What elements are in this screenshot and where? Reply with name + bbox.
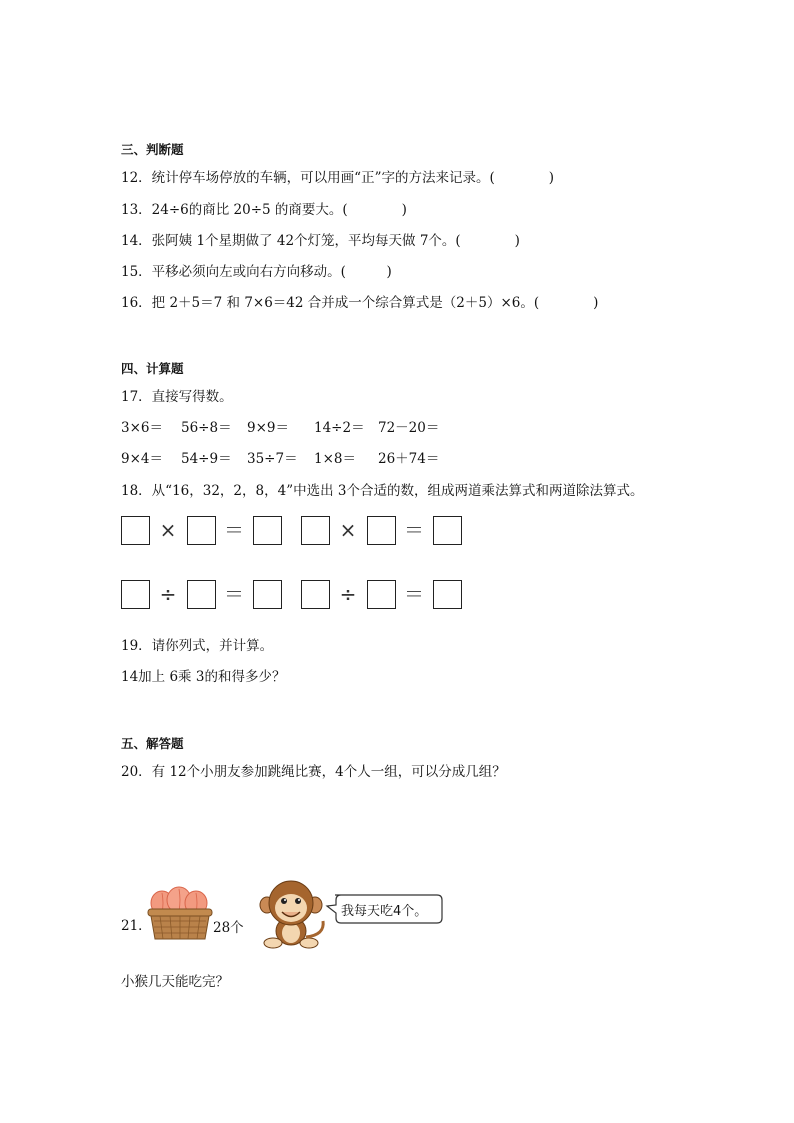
question-15: 15．平移必须向左或向右方向移动。( ) bbox=[121, 264, 392, 280]
calc-item: 56÷8＝ bbox=[181, 420, 232, 436]
divide-sign: ÷ bbox=[339, 582, 357, 606]
calc-item: 9×9＝ bbox=[247, 420, 289, 436]
equals-sign: ＝ bbox=[224, 582, 244, 606]
answer-box[interactable] bbox=[253, 580, 282, 609]
answer-box[interactable] bbox=[367, 516, 396, 545]
answer-box[interactable] bbox=[187, 516, 216, 545]
calc-item: 1×8＝ bbox=[314, 451, 356, 467]
basket-icon bbox=[148, 909, 212, 939]
peach-count: 28个 bbox=[213, 920, 244, 936]
answer-box[interactable] bbox=[433, 516, 462, 545]
question-14: 14．张阿姨 1个星期做了 42个灯笼，平均每天做 7个。( ) bbox=[121, 233, 520, 249]
equals-sign: ＝ bbox=[224, 518, 244, 542]
question-16: 16．把 2＋5＝7 和 7×6＝42 合并成一个综合算式是（2＋5）×6。( ) bbox=[121, 295, 599, 311]
calc-item: 14÷2＝ bbox=[314, 420, 365, 436]
answer-box[interactable] bbox=[301, 580, 330, 609]
equals-sign: ＝ bbox=[404, 582, 424, 606]
answer-box[interactable] bbox=[121, 516, 150, 545]
calc-item: 54÷9＝ bbox=[181, 451, 232, 467]
equals-sign: ＝ bbox=[404, 518, 424, 542]
question-19-title: 19．请你列式，并计算。 bbox=[121, 638, 274, 654]
calc-item: 72－20＝ bbox=[378, 420, 440, 436]
section-title-judgement: 三、判断题 bbox=[121, 142, 184, 157]
calc-item: 9×4＝ bbox=[121, 451, 163, 467]
section-title-calculation: 四、计算题 bbox=[121, 361, 184, 376]
answer-box[interactable] bbox=[433, 580, 462, 609]
peach-basket-image bbox=[146, 883, 214, 941]
question-17-title: 17．直接写得数。 bbox=[121, 389, 233, 405]
question-19-text: 14加上 6乘 3的和得多少？ bbox=[121, 669, 286, 685]
speech-text: 我每天吃4个。 bbox=[341, 904, 428, 919]
answer-box[interactable] bbox=[367, 580, 396, 609]
multiply-sign: × bbox=[159, 518, 177, 542]
answer-box[interactable] bbox=[253, 516, 282, 545]
divide-sign: ÷ bbox=[159, 582, 177, 606]
answer-box[interactable] bbox=[121, 580, 150, 609]
question-12: 12．统计停车场停放的车辆，可以用画“正”字的方法来记录。( ) bbox=[121, 170, 555, 186]
question-21-text: 小猴几天能吃完？ bbox=[121, 974, 229, 990]
calc-item: 35÷7＝ bbox=[247, 451, 298, 467]
answer-box[interactable] bbox=[187, 580, 216, 609]
answer-box[interactable] bbox=[301, 516, 330, 545]
section-title-word-problems: 五、解答题 bbox=[121, 736, 184, 751]
monkey-icon bbox=[259, 879, 331, 949]
question-21-number: 21． bbox=[121, 918, 152, 934]
calc-item: 3×6＝ bbox=[121, 420, 163, 436]
multiply-sign: × bbox=[339, 518, 357, 542]
question-20: 20．有 12个小朋友参加跳绳比赛，4个人一组，可以分成几组？ bbox=[121, 764, 506, 780]
question-13: 13．24÷6的商比 20÷5 的商要大。( ) bbox=[121, 202, 407, 218]
question-18-title: 18．从“16，32，2，8，4”中选出 3个合适的数，组成两道乘法算式和两道除法算式。 bbox=[121, 483, 644, 499]
calc-item: 26＋74＝ bbox=[378, 451, 440, 467]
